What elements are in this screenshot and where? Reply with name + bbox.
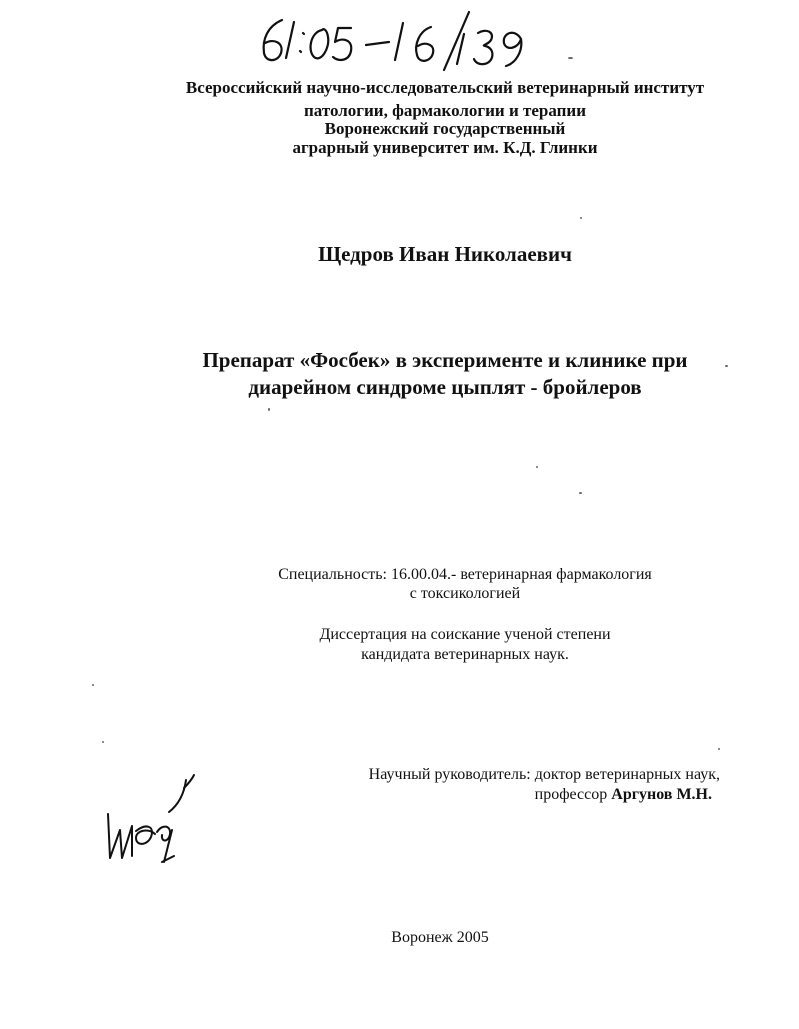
handwritten-signature — [98, 770, 208, 865]
institution-name-line-2: патологии, фармакологии и терапии — [303, 101, 587, 120]
scan-speck — [268, 408, 270, 411]
advisor-title: профессор — [534, 786, 612, 803]
city-and-year: Воронеж 2005 — [391, 929, 489, 946]
scan-speck — [568, 57, 573, 59]
scan-speck — [102, 741, 104, 743]
scan-speck — [580, 217, 582, 219]
archive-number-stamp — [250, 8, 550, 74]
scan-speck — [579, 492, 582, 494]
dissertation-title-line-1: Препарат «Фосбек» в эксперименте и клинике при — [202, 348, 688, 372]
handwritten-archive-number-icon — [250, 8, 550, 74]
specialty-line-2: с токсикологией — [409, 585, 521, 602]
advisor-line-2 — [320, 785, 712, 805]
degree-line-1: Диссертация на соискание ученой степени — [319, 626, 611, 643]
university-name-line-2: аграрный университет им. К.Д. Глинки — [292, 138, 598, 157]
advisor-line-1: Научный руководитель: доктор ветеринарных наук, — [368, 766, 720, 783]
scan-speck — [92, 684, 94, 686]
degree-line-2: кандидата ветеринарных наук. — [361, 646, 569, 663]
scan-speck — [718, 748, 720, 750]
specialty-line-1: Специальность: 16.00.04.- ветеринарная фармакология — [278, 566, 652, 583]
dissertation-title-line-2: диарейном синдроме цыплят - бройлеров — [248, 375, 642, 399]
university-name-line-1: Воронежский государственный — [324, 119, 566, 138]
signature-icon — [98, 770, 208, 865]
institution-name-line-1: Всероссийский научно-исследовательский ветеринарный институт — [185, 78, 705, 97]
author-name: Щедров Иван Николаевич — [318, 242, 572, 266]
scan-speck — [536, 466, 538, 468]
advisor-name: Аргунов М.Н. — [611, 786, 712, 803]
scan-speck — [725, 365, 728, 367]
